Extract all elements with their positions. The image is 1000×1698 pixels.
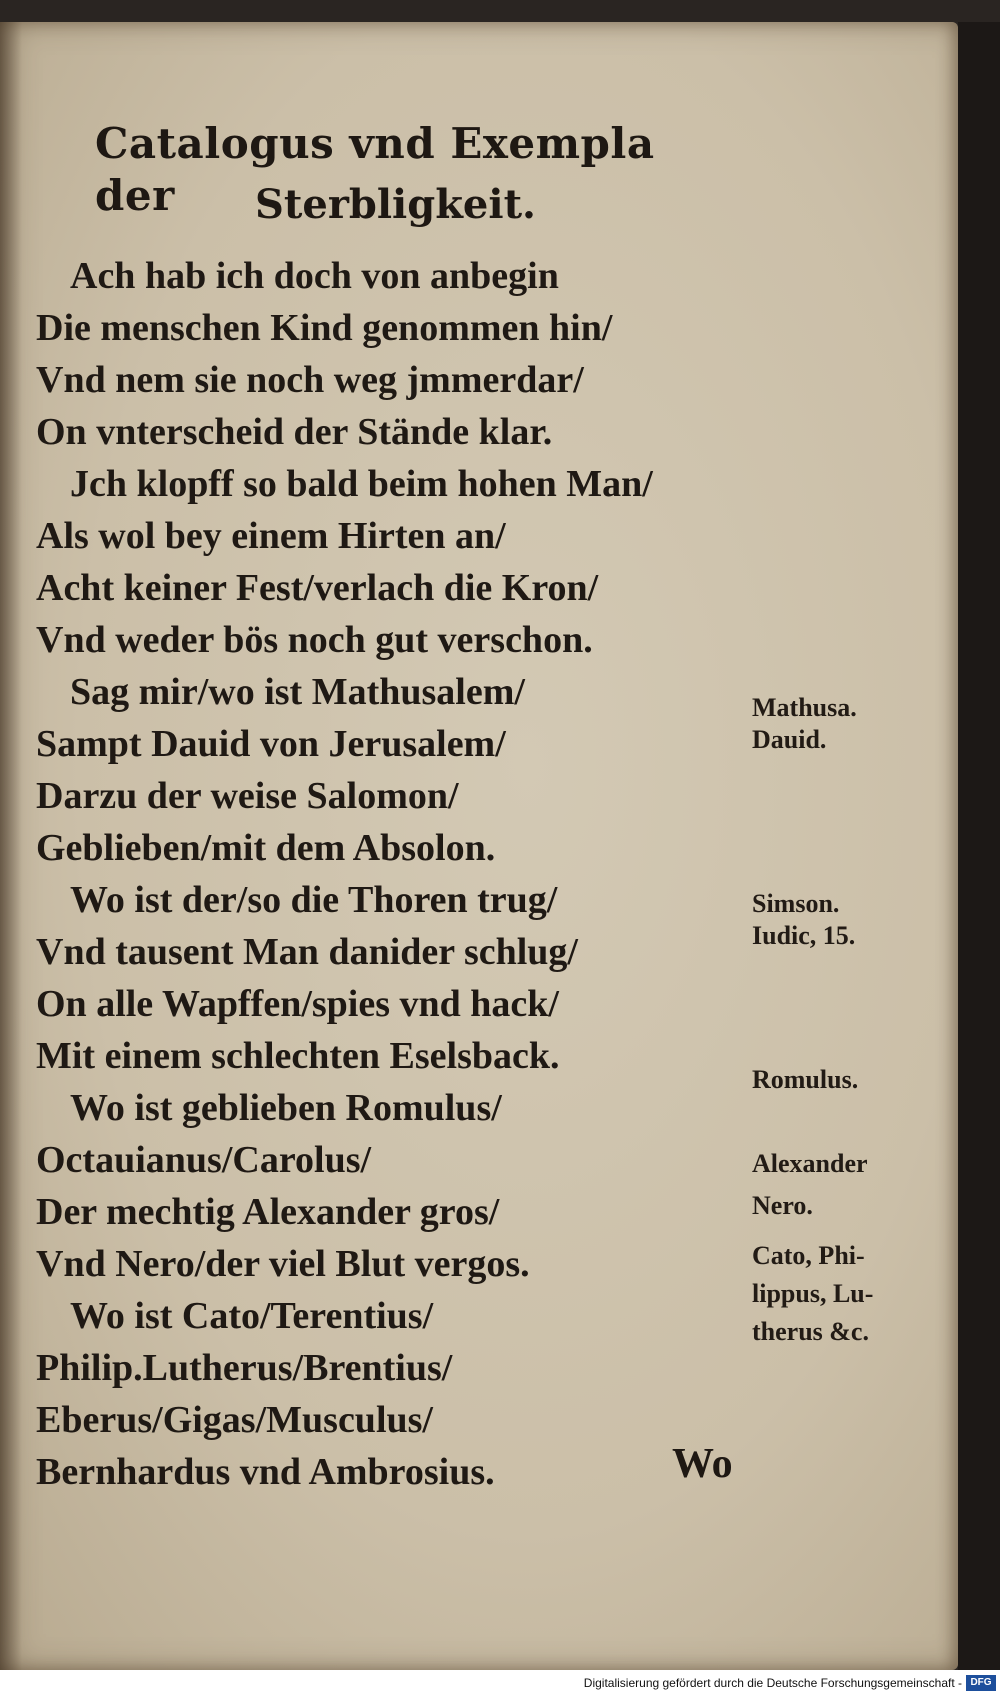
- verse-line: Die menschen Kind genommen hin/: [36, 307, 613, 349]
- margin-note: Alexander: [752, 1149, 868, 1178]
- verse-line: On vnterscheid der Stände klar.: [36, 411, 553, 453]
- verse-line: Bernhardus vnd Ambrosius.: [36, 1451, 495, 1493]
- page-title-continued: Sterbligkeit.: [255, 181, 536, 228]
- margin-note: lippus, Lu-: [752, 1279, 874, 1308]
- verse-line: Eberus/Gigas/Musculus/: [36, 1399, 433, 1441]
- verse-line: Als wol bey einem Hirten an/: [36, 515, 506, 557]
- dfg-logo: DFG: [966, 1675, 996, 1691]
- margin-note: Mathusa.: [752, 693, 857, 722]
- catchword: Wo: [672, 1441, 733, 1487]
- verse-line: Vnd Nero/der viel Blut vergos.: [36, 1243, 530, 1285]
- verse-line: On alle Wapffen/spies vnd hack/: [36, 983, 559, 1025]
- margin-note: Iudic, 15.: [752, 921, 856, 950]
- verse-line: Octauianus/Carolus/: [36, 1139, 372, 1181]
- verse-line: Darzu der weise Salomon/: [36, 775, 459, 817]
- margin-note: Nero.: [752, 1191, 813, 1220]
- verse-line: Acht keiner Fest/verlach die Kron/: [36, 567, 599, 609]
- book-edge: [958, 22, 1000, 1670]
- digitization-footer: [0, 1670, 1000, 1698]
- verse-line: Der mechtig Alexander gros/: [36, 1191, 500, 1233]
- verse-line: Sag mir/wo ist Mathusalem/: [70, 671, 525, 713]
- verse-line: Philip.Lutherus/Brentius/: [36, 1347, 453, 1389]
- page-title: Catalogus vnd Exempla der: [95, 119, 655, 220]
- verse-line: Sampt Dauid von Jerusalem/: [36, 723, 506, 765]
- margin-note: Romulus.: [752, 1065, 859, 1094]
- verse-line: Wo ist Cato/Terentius/: [70, 1295, 434, 1337]
- verse-line: Ach hab ich doch von anbegin: [70, 255, 559, 297]
- verse-line: Geblieben/mit dem Absolon.: [36, 827, 496, 869]
- margin-note: Dauid.: [752, 725, 827, 754]
- verse-line: Mit einem schlechten Eselsback.: [36, 1035, 560, 1077]
- verse-line: Vnd nem sie noch weg jmmerdar/: [36, 359, 584, 401]
- margin-note: Cato, Phi-: [752, 1241, 865, 1270]
- verse-line: Vnd weder bös noch gut verschon.: [36, 619, 593, 661]
- verse-line: Vnd tausent Man danider schlug/: [36, 931, 578, 973]
- page-gutter-shadow: [0, 22, 22, 1670]
- margin-note: therus &c.: [752, 1317, 869, 1346]
- verse-line: Wo ist geblieben Romulus/: [70, 1087, 502, 1129]
- footer-credit-text: Digitalisierung gefördert durch die Deutsche Forschungsgemeinschaft -: [583, 1676, 962, 1690]
- verse-line: Jch klopff so bald beim hohen Man/: [70, 463, 653, 505]
- verse-line: Wo ist der/so die Thoren trug/: [70, 879, 558, 921]
- margin-note: Simson.: [752, 889, 840, 918]
